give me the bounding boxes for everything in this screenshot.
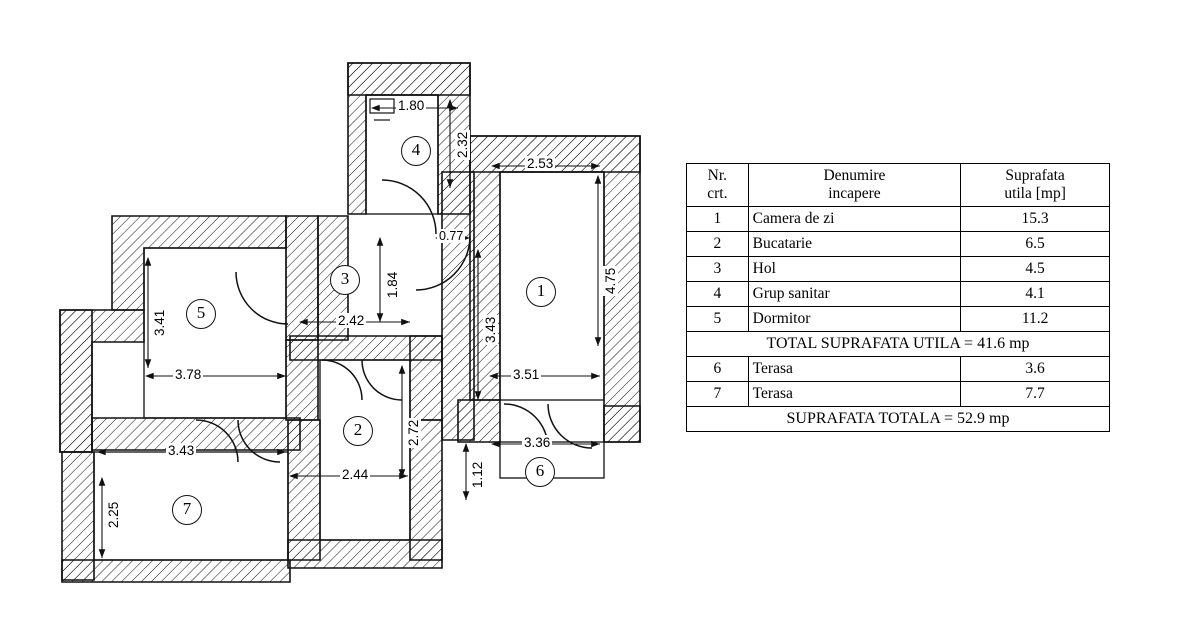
room-marker-7: 7 bbox=[172, 495, 202, 525]
row-name: Grup sanitar bbox=[748, 281, 961, 306]
row-nr: 1 bbox=[687, 206, 749, 231]
header-name-line2: incapere bbox=[828, 184, 881, 202]
dim-label-3-43-vert: 3.43 bbox=[483, 316, 498, 343]
dim-label-2-44: 2.44 bbox=[342, 467, 369, 482]
header-area bbox=[961, 164, 1110, 207]
dim-label-1-80: 1.80 bbox=[398, 98, 425, 113]
subtotal-row bbox=[687, 331, 1110, 356]
dim-label-2-72: 2.72 bbox=[406, 419, 421, 446]
row-nr: 6 bbox=[687, 356, 749, 381]
row-nr: 5 bbox=[687, 306, 749, 331]
row-nr: 7 bbox=[687, 381, 749, 406]
dim-label-1-84: 1.84 bbox=[385, 271, 400, 298]
dim-label-2-53: 2.53 bbox=[527, 156, 554, 171]
row-name: Hol bbox=[748, 256, 961, 281]
row-nr: 2 bbox=[687, 231, 749, 256]
room-marker-2: 2 bbox=[343, 416, 373, 446]
dim-label-3-43: 3.43 bbox=[168, 443, 195, 458]
area-table-container bbox=[686, 163, 1110, 432]
row-area: 3.6 bbox=[961, 356, 1110, 381]
header-area-line1: Suprafata bbox=[1005, 167, 1065, 184]
header-nr bbox=[687, 164, 749, 207]
total-row bbox=[687, 406, 1110, 431]
dim-label-3-78: 3.78 bbox=[175, 367, 202, 382]
row-name: Bucatarie bbox=[748, 231, 961, 256]
table-row bbox=[687, 256, 1110, 281]
header-nr-line2: crt. bbox=[707, 184, 728, 202]
header-area-line2: utila [mp] bbox=[1004, 184, 1066, 202]
room-marker-1: 1 bbox=[526, 277, 556, 307]
fixtures bbox=[370, 99, 394, 120]
table-header bbox=[687, 164, 1110, 207]
row-name: Camera de zi bbox=[748, 206, 961, 231]
table-row bbox=[687, 206, 1110, 231]
table-row bbox=[687, 231, 1110, 256]
row-area: 4.5 bbox=[961, 256, 1110, 281]
subtotal-label: TOTAL SUPRAFATA UTILA = 41.6 mp bbox=[687, 331, 1110, 356]
row-name: Dormitor bbox=[748, 306, 961, 331]
room-marker-6: 6 bbox=[525, 457, 555, 487]
header-name-line1: Denumire bbox=[823, 167, 886, 184]
dim-label-0-77: 0.77 bbox=[439, 229, 464, 243]
room-marker-5: 5 bbox=[186, 299, 216, 329]
dim-label-1-12: 1.12 bbox=[470, 461, 485, 488]
row-area: 6.5 bbox=[961, 231, 1110, 256]
header-name bbox=[748, 164, 961, 207]
table-row bbox=[687, 381, 1110, 406]
row-nr: 4 bbox=[687, 281, 749, 306]
row-area: 4.1 bbox=[961, 281, 1110, 306]
dim-label-2-25: 2.25 bbox=[106, 501, 121, 528]
total-label: SUPRAFATA TOTALA = 52.9 mp bbox=[687, 406, 1110, 431]
table-header-row bbox=[687, 164, 1110, 207]
dim-label-2-42: 2.42 bbox=[338, 313, 365, 328]
row-name: Terasa bbox=[748, 356, 961, 381]
room-marker-4: 4 bbox=[401, 136, 431, 166]
room-marker-3: 3 bbox=[330, 265, 360, 295]
table-row bbox=[687, 356, 1110, 381]
dim-label-2-32: 2.32 bbox=[455, 131, 470, 158]
row-name: Terasa bbox=[748, 381, 961, 406]
table-row bbox=[687, 306, 1110, 331]
table-body bbox=[687, 206, 1110, 431]
area-table bbox=[686, 163, 1110, 432]
dim-label-4-75: 4.75 bbox=[603, 267, 618, 294]
row-nr: 3 bbox=[687, 256, 749, 281]
dim-label-3-41: 3.41 bbox=[152, 309, 167, 336]
row-area: 11.2 bbox=[961, 306, 1110, 331]
row-area: 7.7 bbox=[961, 381, 1110, 406]
row-area: 15.3 bbox=[961, 206, 1110, 231]
header-nr-line1: Nr. bbox=[707, 167, 728, 184]
dim-label-3-36: 3.36 bbox=[524, 435, 551, 450]
dim-label-3-51: 3.51 bbox=[513, 367, 540, 382]
table-row bbox=[687, 281, 1110, 306]
